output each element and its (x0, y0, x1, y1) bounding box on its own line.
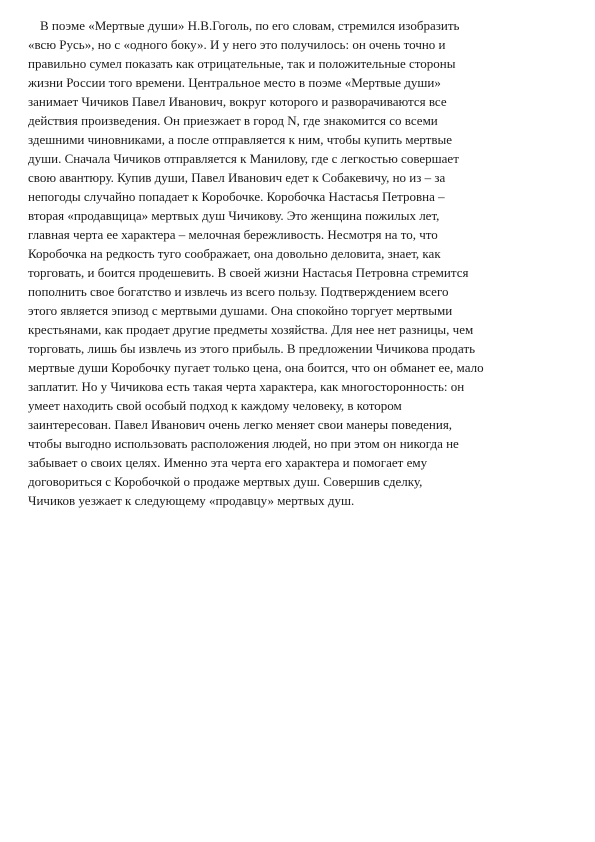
text-line-1: В поэме «Мертвые души» Н.В.Гоголь, по его словам, стремился изобразить (40, 18, 460, 33)
text-line-14: торговать, и боится продешевить. В своей жизни Настасья Петровна стремится (28, 265, 469, 280)
text-line-12: главная черта ее характера – мелочная бережливость. Несмотря на то, что (28, 227, 438, 242)
text-line-4: жизни России того времени. Центральное место в поэме «Мертвые души» (28, 75, 441, 90)
text-line-24: забывает о своих целях. Именно эта черта его характера и помогает ему (28, 455, 428, 470)
text-line-3: правильно сумел показать как отрицательные, так и положительные стороны (28, 56, 456, 71)
text-line-11: вторая «продавщица» мертвых душ Чичикову. Это женщина пожилых лет, (28, 208, 440, 223)
text-line-16: этого является эпизод с мертвыми душами. Она спокойно торгует мертвыми (28, 303, 453, 318)
text-line-13: Коробочка на редкость туго соображает, она довольно деловита, знает, как (28, 246, 441, 261)
text-line-6: действия произведения. Он приезжает в город N, где знакомится со всеми (28, 113, 438, 128)
text-line-22: заинтересован. Павел Иванович очень легко меняет свои манеры поведения, (28, 417, 453, 432)
text-line-7: здешними чиновниками, а после отправляется к ним, чтобы купить мертвые (28, 132, 452, 147)
text-line-15: пополнить свое богатство и извлечь из всего пользу. Подтверждением всего (28, 284, 449, 299)
essay-text (28, 16, 556, 510)
text-line-26: Чичиков уезжает к следующему «продавцу» мертвых душ. (28, 493, 355, 508)
text-line-23: чтобы выгодно использовать расположения людей, но при этом он никогда не (28, 436, 459, 451)
text-line-19: мертвые души Коробочку пугает только цена, она боится, что он обманет ее, мало (28, 360, 484, 375)
text-line-25: договориться с Коробочкой о продаже мертвых душ. Совершив сделку, (28, 474, 423, 489)
text-line-5: занимает Чичиков Павел Иванович, вокруг которого и разворачиваются все (28, 94, 447, 109)
text-line-17: крестьянами, как продает другие предметы хозяйства. Для нее нет разницы, чем (28, 322, 474, 337)
text-line-20: заплатит. Но у Чичикова есть такая черта характера, как многосторонность: он (28, 379, 465, 394)
text-line-21: умеет находить свой особый подход к каждому человеку, в котором (28, 398, 402, 413)
text-line-10: непогоды случайно попадает к Коробочке. Коробочка Настасья Петровна – (28, 189, 445, 204)
text-line-2: «всю Русь», но с «одного боку». И у него это получилось: он очень точно и (28, 37, 446, 52)
text-line-8: души. Сначала Чичиков отправляется к Манилову, где с легкостью совершает (28, 151, 459, 166)
text-line-18: торговать, лишь бы извлечь из этого прибыль. В предложении Чичикова продать (28, 341, 476, 356)
text-line-9: свою авантюру. Купив души, Павел Иванович едет к Собакевичу, но из – за (28, 170, 446, 185)
